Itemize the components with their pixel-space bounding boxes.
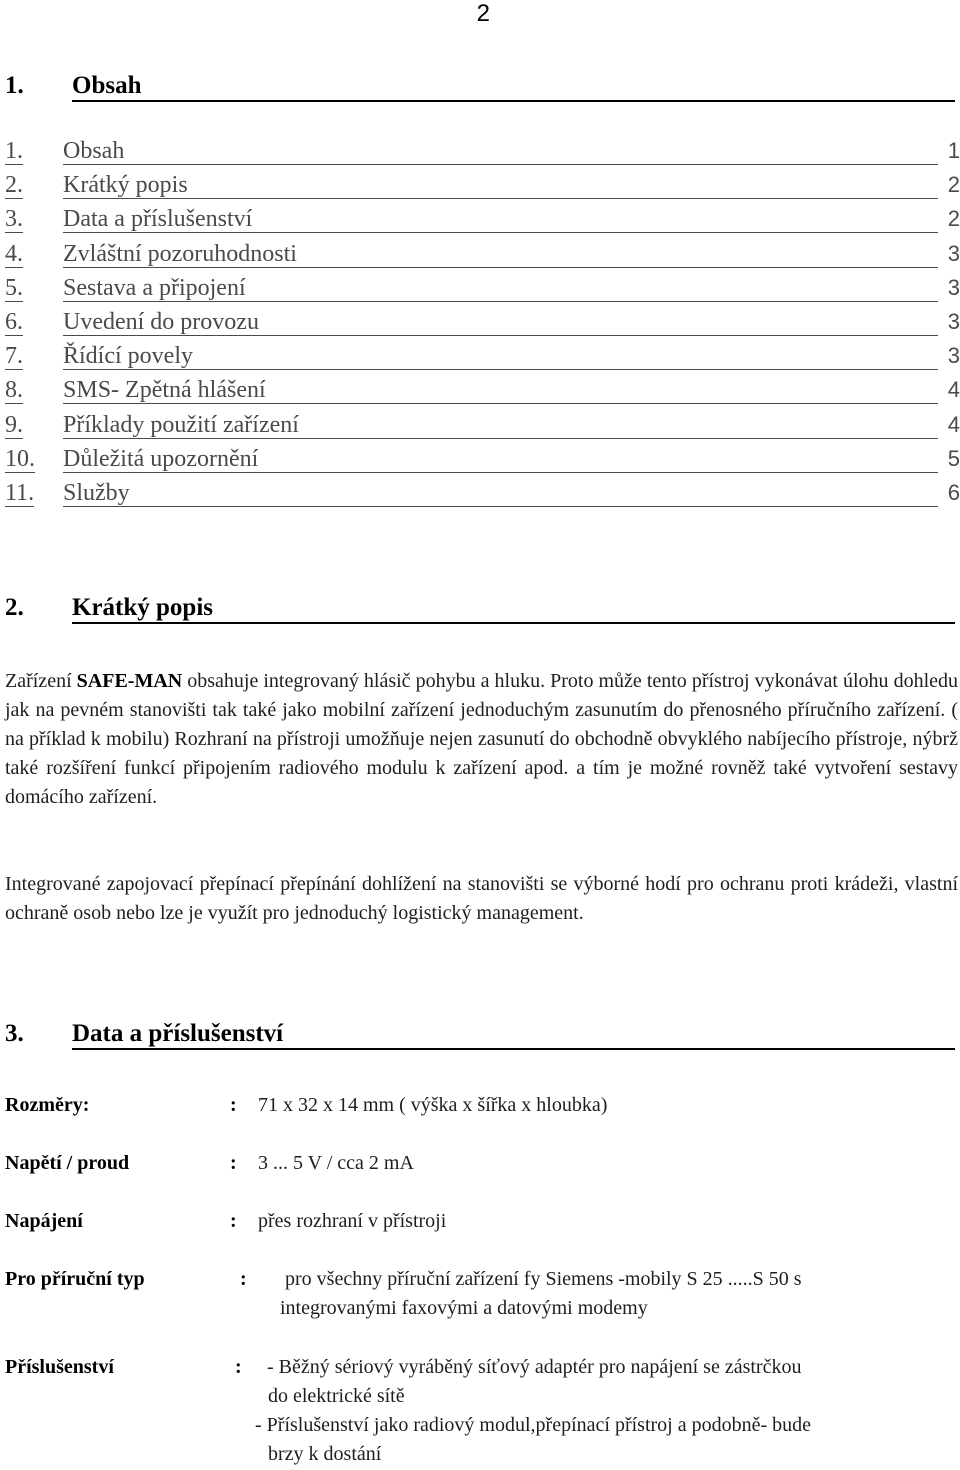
toc-entry[interactable] [5,341,960,375]
toc-number: 9. [5,411,23,438]
spec-handheld-type [5,1265,960,1325]
spec-colon: : [240,1268,247,1290]
toc-entry[interactable] [5,478,960,512]
section-2-title: Krátký popis [72,592,955,624]
spec-value: 3 ... 5 V / cca 2 mA [258,1152,414,1174]
section-1-heading [5,70,955,102]
section-3-heading [5,1018,955,1050]
spec-value-line-2: do elektrické sítě [268,1385,405,1407]
spec-value-line-2: integrovanými faxovými a datovými modemy [280,1297,648,1319]
toc-page: 3 [947,343,960,369]
spec-value: přes rozhraní v přístroji [258,1210,447,1232]
toc-entry[interactable] [5,307,960,341]
toc-entry[interactable] [5,273,960,307]
toc-page: 4 [947,377,960,403]
toc-page: 3 [947,308,960,334]
toc-entry[interactable] [5,375,960,409]
section-3-number: 3. [5,1020,24,1047]
section-2-heading [5,592,955,624]
section-2-paragraph-1 [5,667,958,812]
page-number: 2 [476,0,490,27]
spec-colon: : [230,1152,237,1174]
section-2-paragraph-2: Integrované zapojovací přepínací přepínání dohlížení na stanovišti se výborné hodí pro ochranu proti krádeži, vlastní ochraně osob nebo lze je využít pro jednoduchý logistický management. [5,873,958,924]
spec-colon: : [235,1356,242,1378]
toc-title: Sestava a připojení [63,273,938,302]
spec-dimensions [5,1091,960,1121]
section-1-number: 1. [5,72,24,99]
section-2-number: 2. [5,594,24,621]
spec-label: Napájení [5,1210,83,1232]
toc-entry[interactable] [5,444,960,478]
section-1-title: Obsah [72,70,955,102]
toc-entry[interactable] [5,410,960,444]
spec-label: Napětí / proud [5,1152,130,1174]
spec-label: Pro příruční typ [5,1268,145,1290]
section-3-title: Data a příslušenství [72,1018,955,1050]
toc-page: 3 [947,274,960,300]
toc-page: 2 [947,206,960,232]
toc-number: 3. [5,206,23,233]
spec-value: 71 x 32 x 14 mm ( výška x šířka x hloubka) [258,1094,608,1116]
toc-page: 6 [947,479,960,505]
p1-post: obsahuje integrovaný hlásič pohybu a hluku. Proto může tento přístroj vykonávat úlohu dohledu jak na pevném stanovišti tak také jako mobilní zařízení jednoduchým zasunutím do přenosného příručního zařízení. ( na příklad k mobilu) Rozhraní na přístroji umožňuje nejen zasunutí do obchodně obvyklého nabíjecího přístroje, nýbrž také rozšíření funkcí připojením radiového modulu k zařízení apod. a tím je možné rovněž také vytvoření sestavy domácího zařízení. [5,670,959,808]
spec-value-line-1: - Běžný sériový vyráběný síťový adaptér pro napájení se zástrčkou [267,1356,802,1378]
spec-colon: : [230,1210,237,1232]
product-name: SAFE-MAN [76,670,183,692]
toc-number: 11. [5,479,35,506]
toc-page: 3 [947,240,960,266]
toc-title: Uvedení do provozu [63,307,938,336]
spec-value-line-1: pro všechny příruční zařízení fy Siemens -mobily S 25 .....S 50 s [285,1268,802,1290]
toc-entry[interactable] [5,136,960,170]
table-of-contents [5,136,960,512]
toc-page: 1 [947,138,960,163]
toc-title: Krátký popis [63,170,938,199]
toc-title: Data a příslušenství [63,204,938,233]
toc-number: 7. [5,343,23,370]
toc-title: Zvláštní pozoruhodnosti [63,239,938,268]
spec-power-supply [5,1207,960,1237]
toc-page: 2 [947,172,960,198]
toc-number: 4. [5,240,23,267]
toc-title: Důležitá upozornění [63,444,938,473]
toc-title: Řídící povely [63,341,938,370]
spec-voltage-current [5,1149,960,1179]
toc-number: 10. [5,445,35,472]
toc-number: 6. [5,308,23,335]
toc-entry[interactable] [5,239,960,273]
toc-page: 5 [947,445,960,471]
p1-pre: Zařízení [5,670,77,692]
toc-entry[interactable] [5,204,960,238]
toc-number: 8. [5,377,23,404]
toc-title: Příklady použití zařízení [63,410,938,439]
toc-page: 4 [947,411,960,437]
spec-label: Rozměry: [5,1094,90,1116]
toc-number: 5. [5,274,23,301]
toc-title: Obsah [63,136,938,165]
spec-value-line-3: - Příslušenství jako radiový modul,přepínací přístroj a podobně- bude [255,1414,812,1436]
toc-number: 2. [5,172,23,199]
toc-number: 1. [5,138,23,164]
toc-title: Služby [63,478,938,507]
spec-colon: : [230,1094,237,1116]
spec-accessories [5,1353,960,1469]
toc-entry[interactable] [5,170,960,204]
spec-label: Příslušenství [5,1356,114,1378]
spec-value-line-4: brzy k dostání [268,1443,382,1465]
toc-title: SMS- Zpětná hlášení [63,375,938,404]
